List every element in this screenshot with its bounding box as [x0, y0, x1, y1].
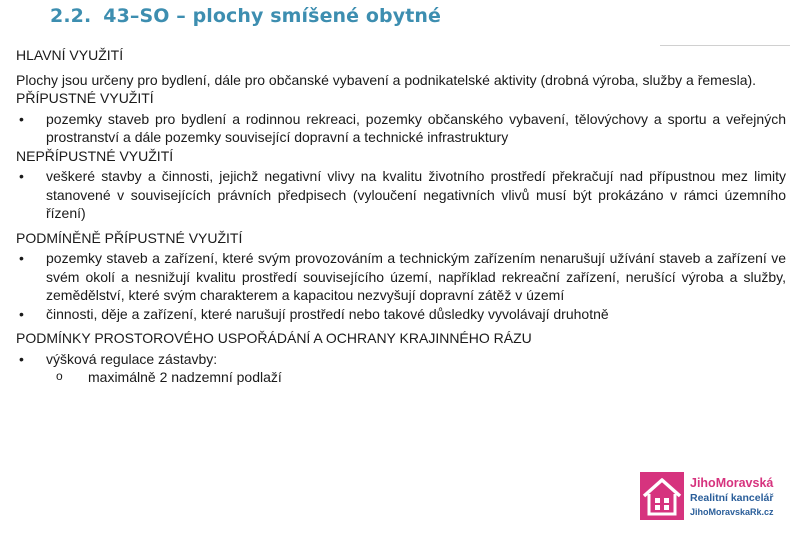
main-use-text: Plochy jsou určeny pro bydlení, dále pro občanské vybavení a podnikatelské aktivity (drobná výroba, služby a řemesla). [16, 71, 757, 88]
logo-line-2: Realitní kancelář [690, 492, 774, 504]
section-heading [50, 5, 441, 27]
company-logo[interactable] [640, 472, 790, 522]
prohibited-list [16, 167, 786, 223]
document-body [16, 46, 786, 387]
spatial-sublist [16, 368, 786, 387]
logo-line-3: JihoMoravskaRk.cz [690, 507, 774, 517]
spatial-title: PODMÍNKY PROSTOROVÉHO USPOŘÁDÁNÍ A OCHRANY KRAJINNÉHO RÁZU [16, 330, 532, 346]
list-item: • veškeré stavby a činnosti, jejichž negativní vlivy na kvalitu životního prostředí překračují nad přípustnou mez limity stanovené v souvisejících právních předpisech (vyloučení negativních vlivů musí být prokázáno v rámci územního řízení) [16, 167, 786, 223]
section-number: 2.2. [50, 5, 92, 27]
logo-line-1: JihoMoravská [690, 476, 774, 490]
list-item: • výšková regulace zástavby: [16, 350, 786, 369]
main-use-title: HLAVNÍ VYUŽITÍ [16, 47, 124, 63]
list-subitem: o maximálně 2 nadzemní podlaží [16, 368, 786, 387]
list-item: • pozemky staveb pro bydlení a rodinnou rekreaci, pozemky občanského vybavení, tělovýchovy a sportu a veřejných prostranství a dále pozemky související dopravní a technické infrastruktury [16, 110, 786, 147]
prohibited-title: NEPŘÍPUSTNÉ VYUŽITÍ [16, 147, 174, 164]
permitted-title: PŘÍPUSTNÉ VYUŽITÍ [16, 90, 154, 106]
conditional-list [16, 249, 786, 323]
list-item: • činnosti, děje a zařízení, které narušují prostředí nebo takové důsledky vyvolávají druhotně [16, 305, 786, 324]
spatial-list [16, 350, 786, 369]
logo-text [690, 476, 774, 518]
section-title: 43–SO – plochy smíšené obytné [103, 5, 442, 27]
list-item: • pozemky staveb a zařízení, které svým provozováním a technickým zařízením nenarušují užívání staveb a zařízení ve svém okolí a nesnižují kvalitu prostředí souvisejícího území, například rekreační zařízení, nerušící výroba a služby, zemědělství, které svým charakterem a kapacitou nezvyšují dopravní zátěž v území [16, 249, 786, 305]
permitted-list [16, 110, 786, 147]
conditional-title: PODMÍNĚNĚ PŘÍPUSTNÉ VYUŽITÍ [16, 229, 243, 246]
house-icon [640, 472, 684, 520]
